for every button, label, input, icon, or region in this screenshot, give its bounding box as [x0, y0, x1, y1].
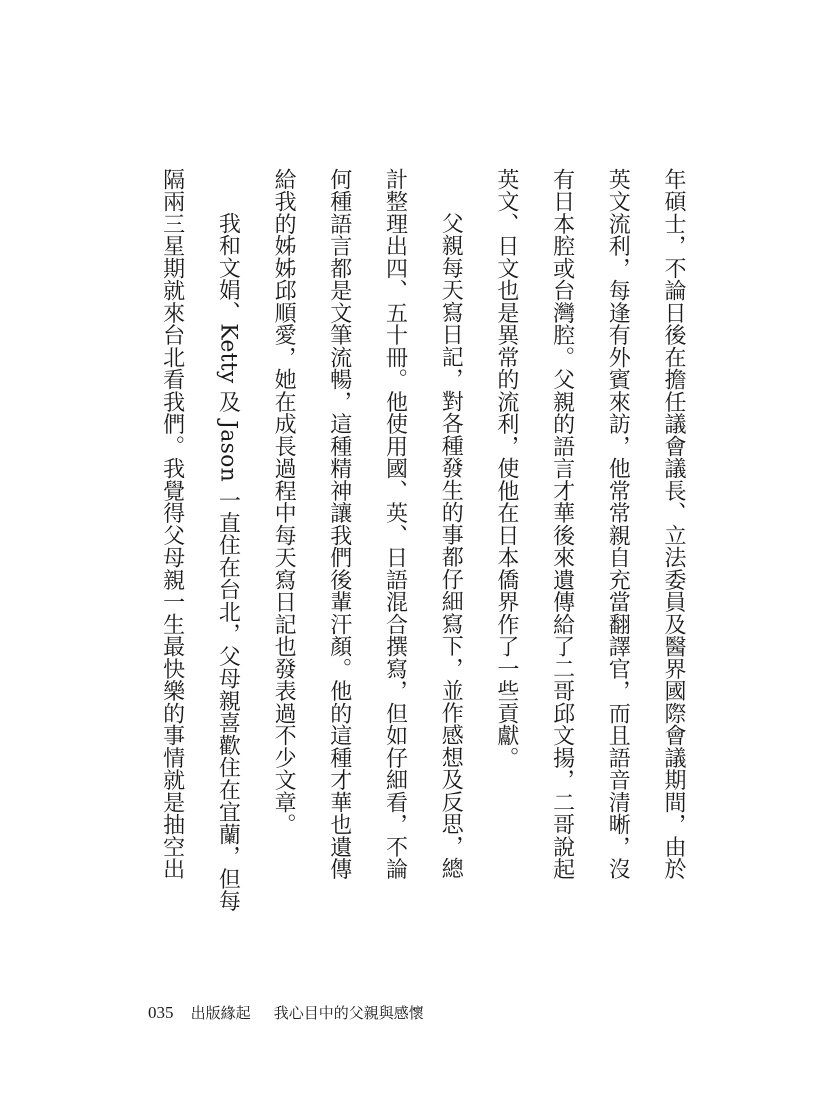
text-column: 年碩士，不論日後在擔任議會議長、立法委員及醫界國際會議期間，由於	[661, 168, 686, 880]
running-footer	[148, 1002, 424, 1026]
text-column: 計整理出四、五十冊。他使用國、英、日語混合撰寫，但如仔細看，不論	[382, 168, 408, 880]
text-column: 有日本腔或台灣腔。父親的語言才華後來遺傳給了二哥邱文揚，二哥說起	[549, 168, 575, 880]
page-number: 035	[148, 1003, 174, 1022]
text-column: 隔兩三星期就來台北看我們。我覺得父母親一生最快樂的事情就是抽空出	[159, 168, 185, 880]
vertical-text-block	[144, 168, 701, 913]
running-head-section: 出版緣起	[190, 1004, 251, 1022]
text-column: 何種語言都是文筆流暢，這種精神讓我們後輩汗顏。他的這種才華也遺傳	[326, 168, 352, 880]
text-column: 英文流利，每逢有外賓來訪，他常常親自充當翻譯官，而且語音清晰，沒	[605, 168, 631, 880]
text-column-paragraph-start: 我和文娟、Ketty 及 Jason 一直住在台北，父母親喜歡住在宜蘭，但每	[215, 212, 241, 913]
text-column: 給我的姊姊邱順愛，她在成長過程中每天寫日記也發表過不少文章。	[271, 168, 297, 836]
text-column: 英文、日文也是異常的流利，使他在日本僑界作了一些貢獻。	[493, 168, 519, 769]
text-column-paragraph-start: 父親每天寫日記，對各種發生的事都仔細寫下，並作感想及反思，總	[438, 212, 464, 880]
running-head-chapter: 我心目中的父親與感懷	[273, 1004, 424, 1022]
